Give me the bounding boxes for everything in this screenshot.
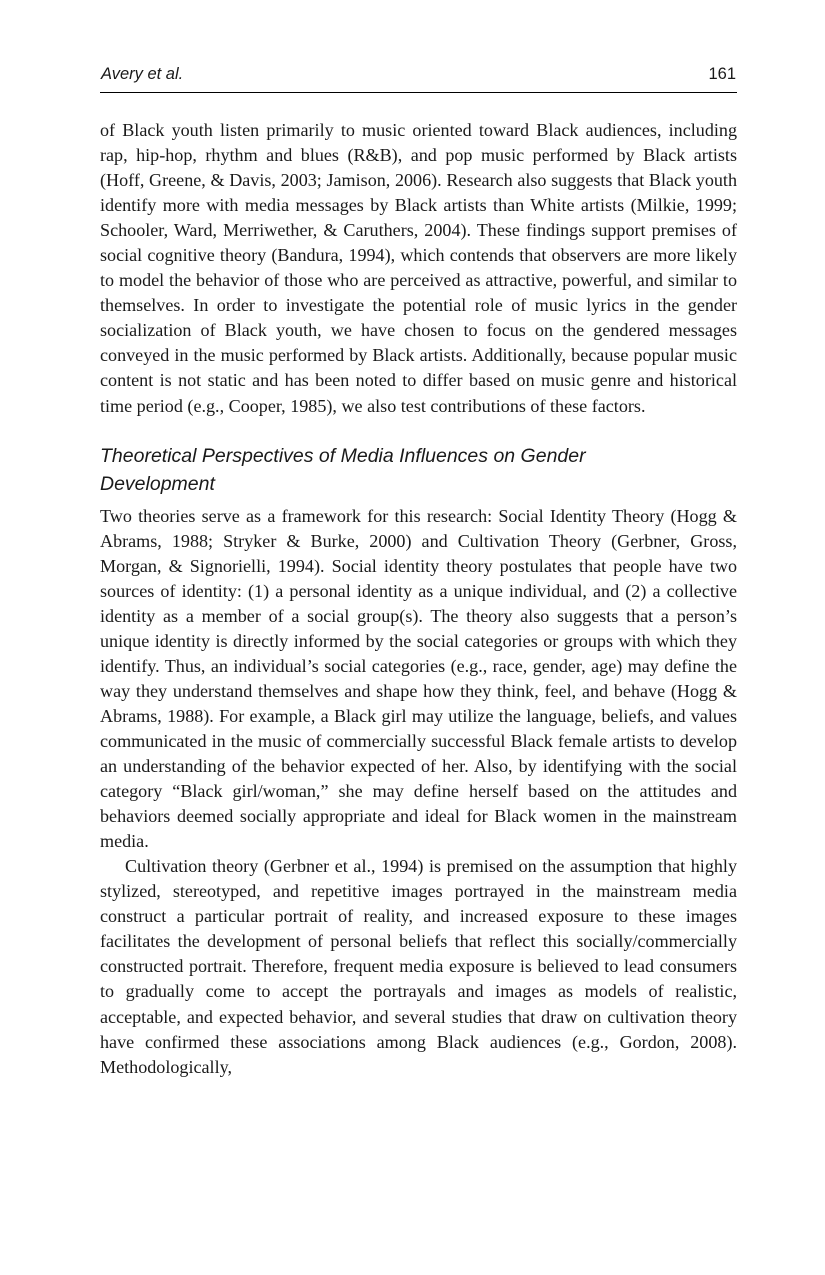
- section-heading: Theoretical Perspectives of Media Influences on Gender Development: [100, 444, 586, 495]
- paragraph-cultivation: Cultivation theory (Gerbner et al., 1994) is premised on the assumption that highly stylized, stereotyped, and repetitive images portrayed in the mainstream media construct a particular portrait of reality, and increased exposure to these images facilitates the development of personal beliefs that reflect this socially/commercially constructed portrait. Therefore, frequent media exposure is believed to lead consumers to gradually come to accept the portrayals and images as models of realistic, acceptable, and expected behavior, and several studies that draw on cultivation theory have confirmed these associations among Black audiences (e.g., Gordon, 2008). Methodologically,: [100, 856, 737, 1077]
- page-number: 161: [708, 65, 736, 83]
- body-text: [100, 118, 737, 1080]
- running-head: [100, 62, 737, 93]
- paragraph-continued: of Black youth listen primarily to music oriented toward Black audiences, including rap, hip-hop, rhythm and blues (R&B), and pop music performed by Black artists (Hoff, Greene, & Davis, 2003; Jamison, 2006). Research also suggests that Black youth identify more with media messages by Black artists than White artists (Milkie, 1999; Schooler, Ward, Merriwether, & Caruthers, 2004). These findings support premises of social cognitive theory (Bandura, 1994), which contends that observers are more likely to model the behavior of those who are perceived as attractive, powerful, and similar to themselves. In order to investigate the potential role of music lyrics in the gender socialization of Black youth, we have chosen to focus on the gendered messages conveyed in the music performed by Black artists. Additionally, because popular music content is not static and has been noted to differ based on music genre and historical time period (e.g., Cooper, 1985), we also test contributions of these factors.: [100, 120, 737, 416]
- running-head-author: Avery et al.: [101, 65, 184, 83]
- paragraph-theories: Two theories serve as a framework for this research: Social Identity Theory (Hogg & Abrams, 1988; Stryker & Burke, 2000) and Cultivation Theory (Gerbner, Gross, Morgan, & Signorielli, 1994). Social identity theory postulates that people have two sources of identity: (1) a personal identity as a unique individual, and (2) a collective identity as a member of a social group(s). The theory also suggests that a person’s unique identity is directly informed by the social categories or groups with which they identify. Thus, an individual’s social categories (e.g., race, gender, age) may define the way they understand themselves and shape how they think, feel, and behave (Hogg & Abrams, 1988). For example, a Black girl may utilize the language, beliefs, and values communicated in the music of commercially successful Black female artists to develop an understanding of the behavior expected of her. Also, by identifying with the social category “Black girl/woman,” she may define herself based on the attitudes and behaviors deemed socially appropriate and ideal for Black women in the mainstream media.: [100, 505, 737, 852]
